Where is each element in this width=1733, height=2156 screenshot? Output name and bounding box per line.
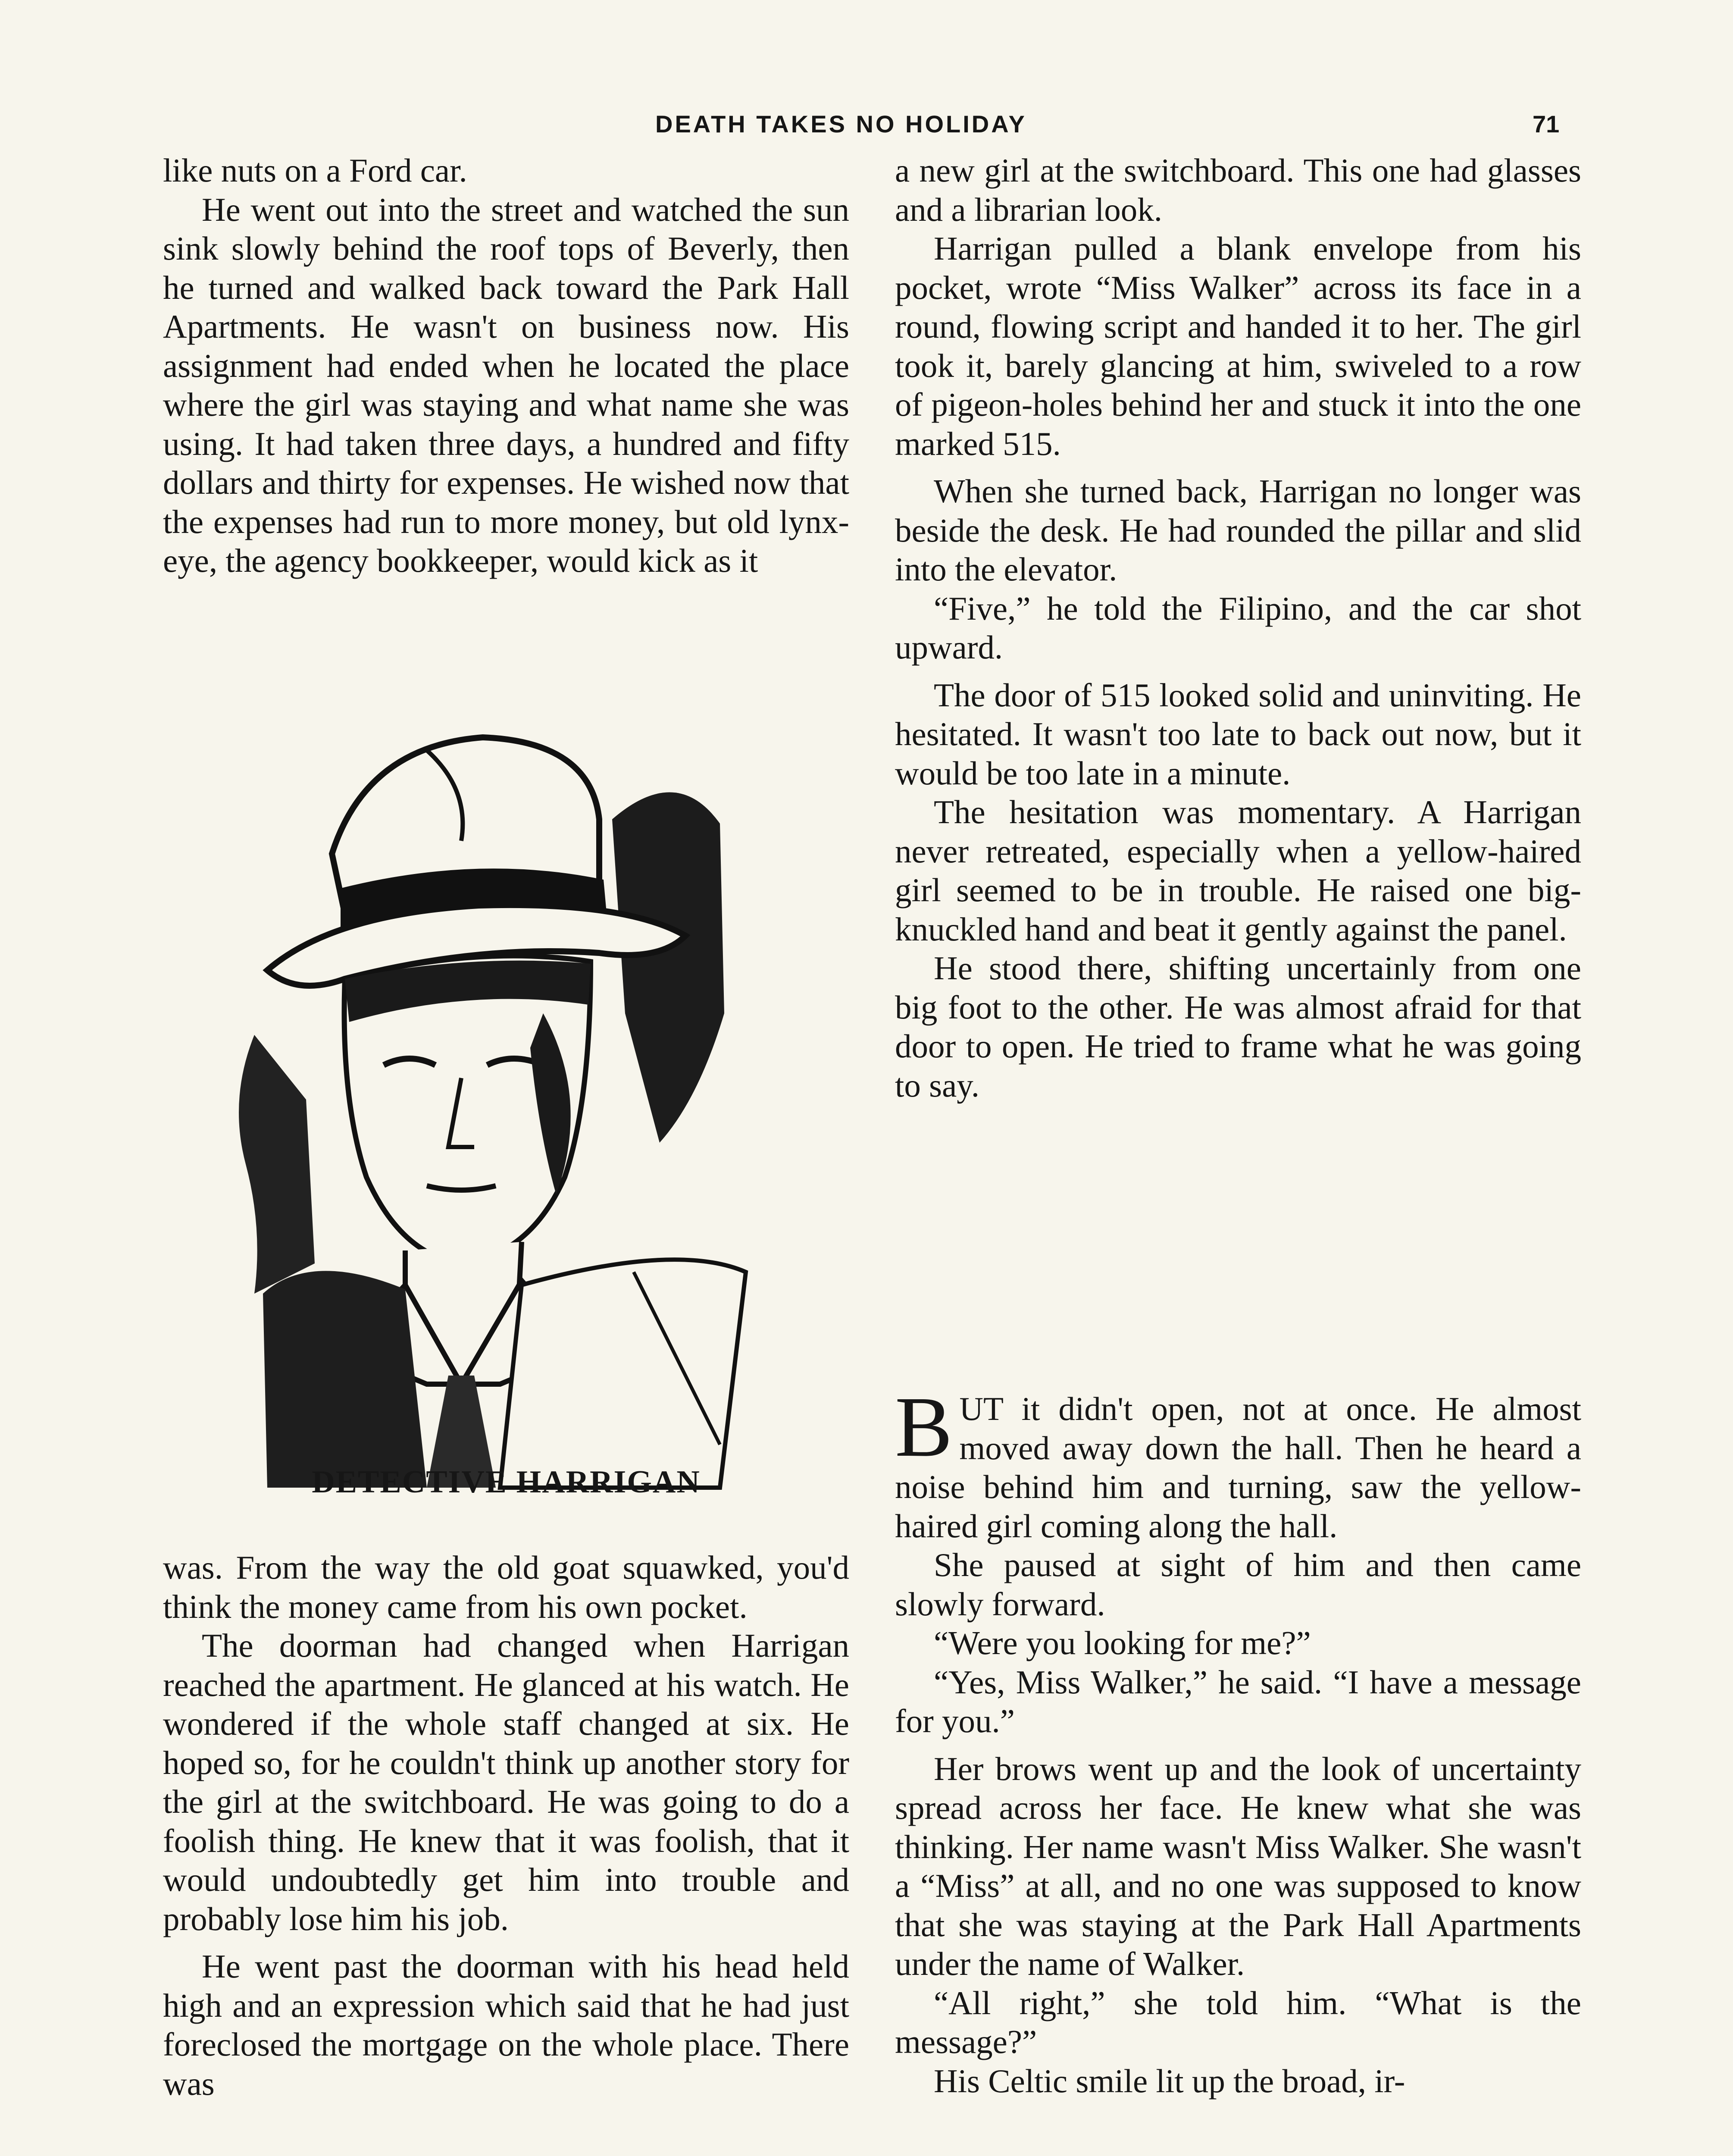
- left-column-bottom: [163, 1548, 849, 2103]
- coat-left: [263, 1271, 427, 1488]
- paragraph: was. From the way the old goat squawked, you'd think the money came from his own pocket.: [163, 1549, 849, 1625]
- paragraph: Her brows went up and the look of uncertainty spread across her face. He knew what she was thinking. Her name wasn't Miss Walker. She wasn't a “Miss” at all, and no one was supposed to know that she was staying at the Park Hall Apartments under the name of Walker.: [895, 1750, 1581, 1982]
- drop-cap: B: [895, 1379, 953, 1475]
- paragraph: “All right,” she told him. “What is the message?”: [895, 1984, 1581, 2060]
- illustration-caption: DETECTIVE HARRIGAN: [312, 1464, 701, 1500]
- paragraph: “Yes, Miss Walker,” he said. “I have a message for you.”: [895, 1663, 1581, 1739]
- paragraph: When she turned back, Harrigan no longer was beside the desk. He had rounded the pillar and slid into the elevator.: [895, 473, 1581, 588]
- paragraph: like nuts on a Ford car.: [163, 152, 467, 189]
- paragraph: “Five,” he told the Filipino, and the car shot upward.: [895, 589, 1581, 666]
- paragraph: He went out into the street and watched the sun sink slowly behind the roof tops of Beverly, then he turned and walked back toward the Park Hall Apartments. He wasn't on business now. His assignment had ended when he located the place where the girl was staying and what name she was using. It had taken three days, a hundred and fifty dollars and thirty for expenses. He wished now that the expenses had run to more money, but old lynx-eye, the agency bookkeeper, would kick as it: [163, 191, 849, 579]
- left-column-top: [163, 151, 849, 580]
- paragraph: His Celtic smile lit up the broad, ir-: [934, 2062, 1405, 2100]
- page-header: [0, 110, 1733, 144]
- background-shadow: [239, 1035, 315, 1294]
- coat-right: [500, 1260, 746, 1488]
- section-opening: [895, 1379, 1581, 1545]
- background-shadow: [612, 792, 724, 1143]
- running-title: DEATH TAKES NO HOLIDAY: [655, 110, 1027, 138]
- right-column-top: [895, 151, 1581, 1105]
- paragraph: He went past the doorman with his head held high and an expression which said that he had just foreclosed the mortgage on the whole place. There was: [163, 1948, 849, 2102]
- paragraph: The doorman had changed when Harrigan reached the apartment. He glanced at his watch. He wondered if the whole staff changed at six. He hoped so, for he couldn't think up another story for the girl at the switchboard. He was going to do a foolish thing. He knew that it was foolish, that it would undoubtedly get him into trouble and probably lose him his job.: [163, 1627, 849, 1937]
- paragraph: He stood there, shifting uncertainly from one big foot to the other. He was almost afraid for that door to open. He tried to frame what he was going to say.: [895, 950, 1581, 1104]
- detective-illustration: [203, 711, 802, 1492]
- page-number: 71: [1533, 110, 1560, 138]
- right-column-bottom: [895, 1379, 1581, 2100]
- paragraph: The door of 515 looked solid and uninviting. He hesitated. It wasn't too late to back out now, but it would be too late in a minute.: [895, 676, 1581, 792]
- opening-text: UT it didn't open, not at once. He almost moved away down the hall. Then he heard a noise behind him and turning, saw the yellow-haired girl coming along the hall.: [895, 1390, 1581, 1545]
- paragraph: “Were you looking for me?”: [934, 1624, 1311, 1661]
- detective-portrait-image: [203, 711, 802, 1492]
- paragraph: a new girl at the switchboard. This one had glasses and a librarian look.: [895, 152, 1581, 228]
- paragraph: She paused at sight of him and then came slowly forward.: [895, 1546, 1581, 1623]
- paragraph: Harrigan pulled a blank envelope from his pocket, wrote “Miss Walker” across its face in a round, flowing script and handed it to her. The girl took it, barely glancing at him, swiveled to a row of pigeon-holes behind her and stuck it into the one marked 515.: [895, 230, 1581, 462]
- paragraph: The hesitation was momentary. A Harrigan never retreated, especially when a yellow-haired girl seemed to be in trouble. He raised one big-knuckled hand and beat it gently against the panel.: [895, 793, 1581, 948]
